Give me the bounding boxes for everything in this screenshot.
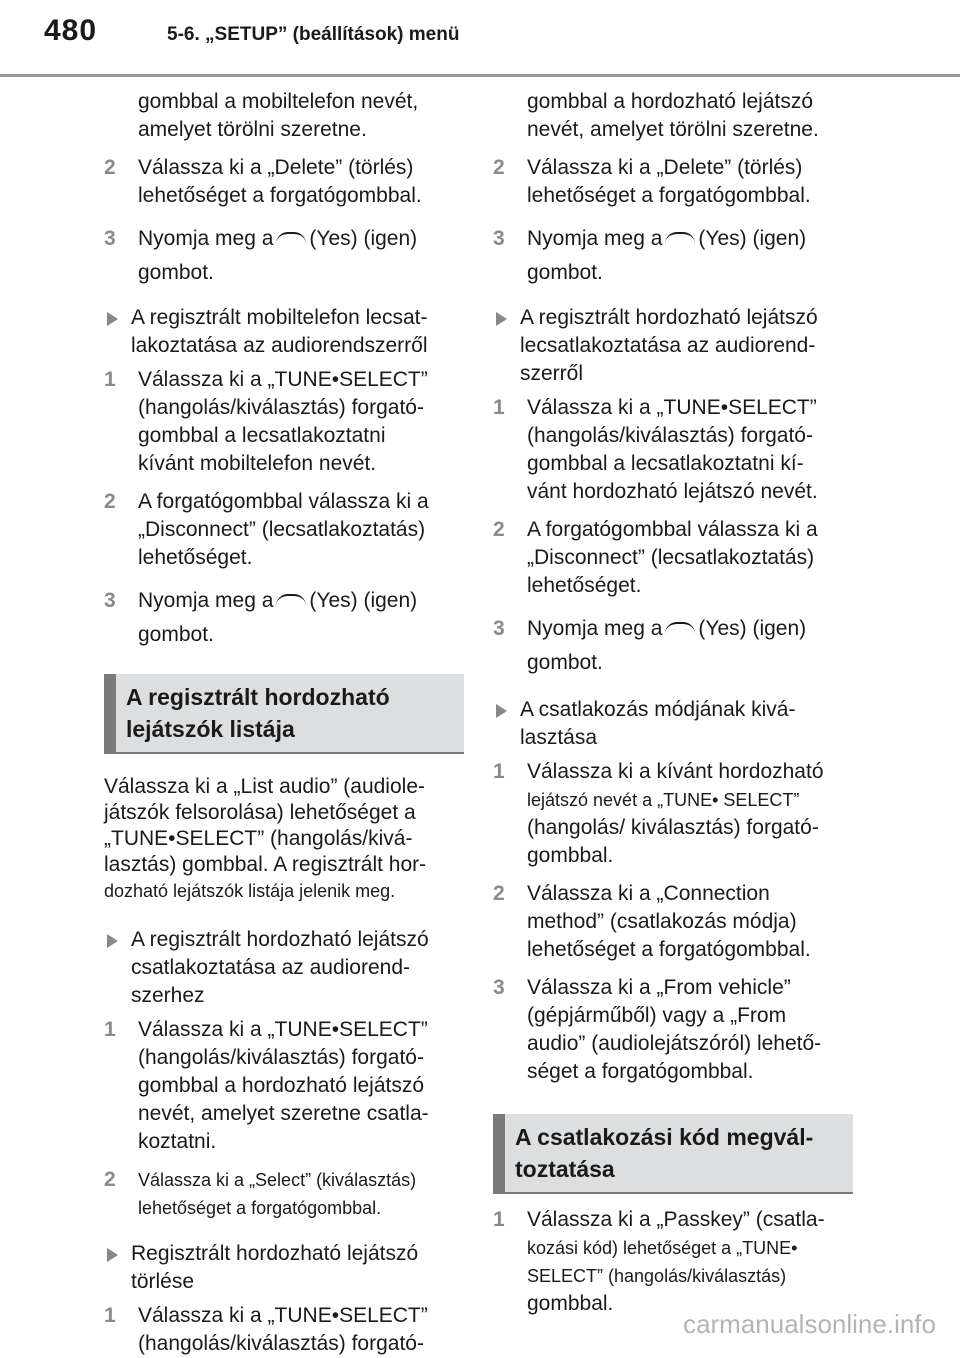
triangle-bullet-icon bbox=[107, 312, 118, 326]
left-column bbox=[104, 88, 464, 1358]
step-3: 3 Nyomja meg a (Yes) (igen) gombot. bbox=[104, 584, 464, 652]
step-1: 1 Válassza ki a kívánt hordozható lejátszó nevét a „TUNE• SELECT” (hangolás/ kiválasztás) forgató- gombbal. bbox=[493, 760, 824, 867]
page-header bbox=[0, 0, 960, 80]
step-continuation: gombbal a mobiltelefon nevét, amelyet törölni szeretne. bbox=[138, 90, 419, 141]
step-2: 2 Válassza ki a „Delete” (törlés) lehetőséget a forgatógombbal. bbox=[493, 156, 811, 207]
body-paragraph: Válassza ki a „List audio” (audiole- játszók felsorolása) lehetőséget a „TUNE•SELECT” (hangolás/kivá- lasztás) gombbal. A regisztrált hor- dozható lejátszók listája jelenik meg. bbox=[104, 775, 427, 901]
section-title: 5-6. „SETUP” (beállítások) menü bbox=[167, 24, 460, 45]
yes-key-icon bbox=[665, 232, 695, 246]
step-number: 1 bbox=[104, 1018, 116, 1041]
bullet-connect-player: A regisztrált hordozható lejátszó csatlakoztatása az audiorend- szerhez bbox=[104, 926, 464, 1010]
step-number: 2 bbox=[493, 156, 505, 179]
step-2: 2 A forgatógombbal válassza ki a „Disconnect” (lecsatlakoztatás) lehetőséget. bbox=[104, 490, 429, 569]
step-number: 1 bbox=[493, 396, 505, 419]
step-3: 3 Válassza ki a „From vehicle” (gépjárműből) vagy a „From audio” (audiolejátszóról) lehető- séget a forgatógombbal. bbox=[493, 976, 822, 1083]
step-number: 1 bbox=[493, 1208, 505, 1231]
step-3: 3 Nyomja meg a (Yes) (igen) gombot. bbox=[493, 612, 853, 680]
step-2: 2 Válassza ki a „Select” (kiválasztás) lehetőséget a forgatógombbal. bbox=[104, 1168, 417, 1218]
step-1: 1 Válassza ki a „Passkey” (csatla- kozási kód) lehetőséget a „TUNE• SELECT” (hangolás/kiválasztás) gombbal. bbox=[493, 1208, 825, 1315]
step-number: 1 bbox=[104, 368, 116, 391]
step-number: 2 bbox=[104, 490, 116, 513]
step-2: 2 A forgatógombbal válassza ki a „Disconnect” (lecsatlakoztatás) lehetőséget. bbox=[493, 518, 818, 597]
section-heading: A regisztrált hordozható lejátszók listája bbox=[104, 674, 464, 754]
step-3: 3 Nyomja meg a (Yes) (igen) gombot. bbox=[493, 222, 853, 290]
bullet-connection-method: A csatlakozás módjának kivá- lasztása bbox=[493, 696, 853, 752]
step-number: 2 bbox=[104, 156, 116, 179]
right-column bbox=[493, 88, 853, 1318]
step-number: 3 bbox=[493, 227, 505, 250]
step-1: 1 Válassza ki a „TUNE•SELECT” (hangolás/kiválasztás) forgató- gombbal a hordozható lejátszó nevét, amelyet szeretne csatla- koztatni. bbox=[104, 1018, 429, 1153]
step-number: 1 bbox=[104, 1304, 116, 1327]
step-number: 3 bbox=[493, 976, 505, 999]
triangle-bullet-icon bbox=[496, 704, 507, 718]
section-heading: A csatlakozási kód megvál- toztatása bbox=[493, 1114, 853, 1194]
step-2: 2 Válassza ki a „Delete” (törlés) lehetőséget a forgatógombbal. bbox=[104, 156, 422, 207]
step-number: 3 bbox=[104, 227, 116, 250]
step-1: 1 Válassza ki a „TUNE•SELECT” (hangolás/kiválasztás) forgató- gombbal a lecsatlakoztatni kívánt mobiltelefon nevét. bbox=[104, 368, 428, 475]
watermark: carmanualsonline.info bbox=[683, 1309, 936, 1339]
step-number: 3 bbox=[104, 589, 116, 612]
step-1: 1 Válassza ki a „TUNE•SELECT” (hangolás/kiválasztás) forgató- bbox=[104, 1304, 428, 1355]
yes-key-icon bbox=[276, 232, 306, 246]
yes-key-icon bbox=[665, 622, 695, 636]
bullet-disconnect-phone: A regisztrált mobiltelefon lecsat- lakoztatása az audiorendszerről bbox=[104, 304, 464, 360]
triangle-bullet-icon bbox=[496, 312, 507, 326]
step-2: 2 Válassza ki a „Connection method” (csatlakozás módja) lehetőséget a forgatógombbal. bbox=[493, 882, 811, 961]
page-number: 480 bbox=[44, 14, 98, 47]
step-3: 3 Nyomja meg a (Yes) (igen) gombot. bbox=[104, 222, 464, 290]
header-divider bbox=[0, 74, 960, 77]
triangle-bullet-icon bbox=[107, 934, 118, 948]
step-1: 1 Válassza ki a „TUNE•SELECT” (hangolás/kiválasztás) forgató- gombbal a lecsatlakoztatni kí- vánt hordozható lejátszó nevét. bbox=[493, 396, 818, 503]
step-continuation: gombbal a hordozható lejátszó nevét, amelyet törölni szeretne. bbox=[527, 90, 819, 141]
yes-key-icon bbox=[276, 594, 306, 608]
bullet-delete-player: Regisztrált hordozható lejátszó törlése bbox=[104, 1240, 464, 1296]
triangle-bullet-icon bbox=[107, 1248, 118, 1262]
step-number: 1 bbox=[493, 760, 505, 783]
step-number: 3 bbox=[493, 617, 505, 640]
step-number: 2 bbox=[493, 518, 505, 541]
bullet-disconnect-player: A regisztrált hordozható lejátszó lecsatlakoztatása az audiorend- szerről bbox=[493, 304, 853, 388]
step-number: 2 bbox=[104, 1168, 116, 1191]
step-number: 2 bbox=[493, 882, 505, 905]
